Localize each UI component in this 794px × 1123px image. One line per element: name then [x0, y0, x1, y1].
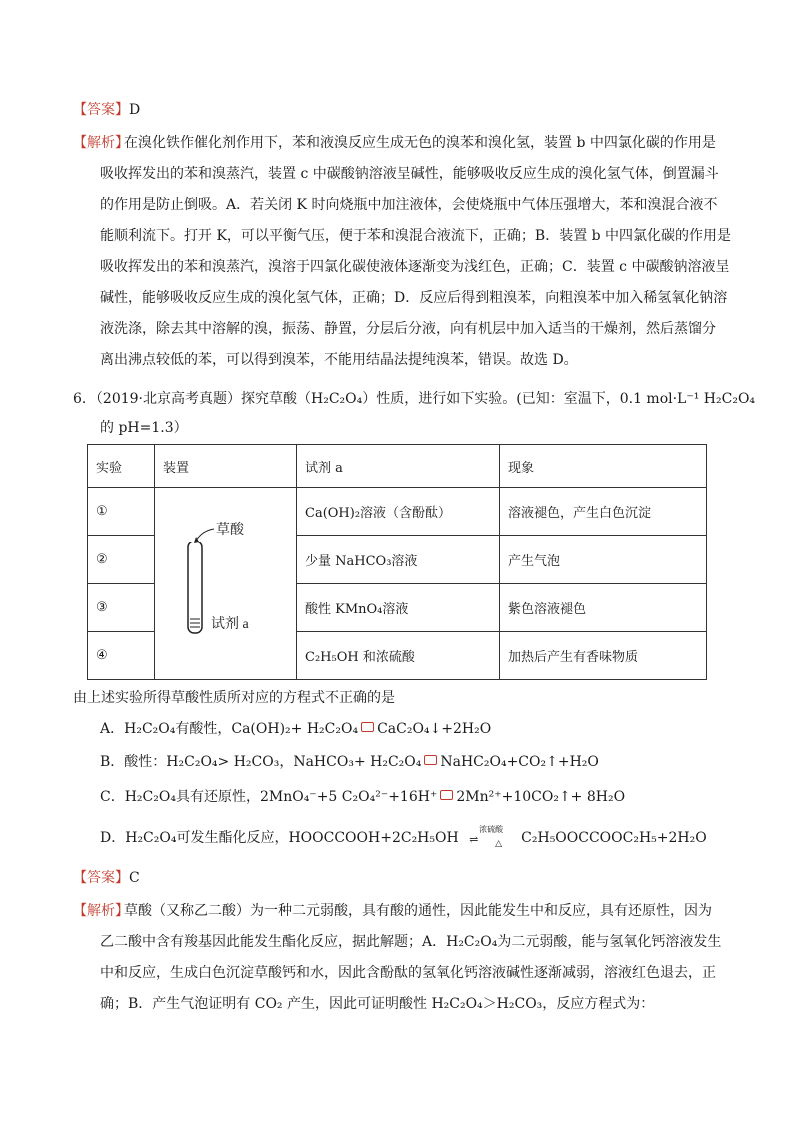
phenomenon-cell: 溶液褪色，产生白色沉淀 — [500, 488, 707, 536]
option-product: NaHC₂O₄+CO₂↑+H₂O — [440, 754, 599, 770]
reagent-cell: C₂H₅OH 和浓硫酸 — [297, 632, 500, 680]
option-label: C． — [100, 789, 125, 805]
option-label: B． — [100, 754, 125, 770]
option-c — [100, 787, 625, 807]
answer-value: D — [129, 102, 141, 118]
test-tube-diagram — [166, 509, 286, 659]
row-number: ② — [88, 536, 155, 584]
heat-icon: △ — [495, 839, 503, 849]
analysis-tag: 【解析】 — [73, 903, 129, 919]
answer-line — [73, 868, 140, 888]
phenomenon-cell: 加热后产生有香味物质 — [500, 632, 707, 680]
apparatus-label-top: 草酸 — [215, 522, 244, 538]
reagent-cell: Ca(OH)₂溶液（含酚酞） — [297, 488, 500, 536]
option-text: H₂C₂O₄有酸性，Ca(OH)₂+ H₂C₂O₄ — [124, 721, 359, 737]
table-row — [88, 488, 707, 536]
row-number: ③ — [88, 584, 155, 632]
option-b — [100, 752, 599, 772]
analysis-line: 草酸（又称乙二酸）为一种二元弱酸，具有酸的通性，因此能发生中和反应，具有还原性，因为 — [124, 903, 712, 919]
option-text: 酸性：H₂C₂O₄> H₂CO₃，NaHCO₃+ H₂C₂O₄ — [124, 754, 422, 770]
answer-tag: 【答案】 — [73, 870, 129, 886]
question-source: （2019·北京高考真题） — [95, 391, 242, 407]
analysis-line: 能顺利流下。打开 K，可以平衡气压，便于苯和溴混合液流下，正确；B．装置 b 中四氯化碳的作用是 — [100, 228, 732, 244]
analysis-line: 吸收挥发出的苯和溴蒸汽，溴溶于四氯化碳使液体逐渐变为浅红色，正确；C．装置 c 中碳酸钠溶液呈 — [100, 259, 730, 275]
reagent-cell: 少量 NaHCO₃溶液 — [297, 536, 500, 584]
reagent-cell: 酸性 KMnO₄溶液 — [297, 584, 500, 632]
option-product: CaC₂O₄↓+2H₂O — [377, 721, 492, 737]
analysis-line: 液洗涤，除去其中溶解的溴，振荡、静置，分层后分液，向有机层中加入适当的干燥剂，然后蒸馏分 — [100, 321, 716, 337]
analysis-line: 中和反应，生成白色沉淀草酸钙和水，因此含酚酞的氢氧化钙溶液碱性逐渐减弱，溶液红色退去，正 — [100, 965, 716, 981]
phenomenon-cell: 产生气泡 — [500, 536, 707, 584]
equals-sign-icon — [440, 790, 453, 800]
analysis-line: 吸收挥发出的苯和溴蒸汽，装置 c 中碳酸钠溶液呈碱性，能够吸收反应生成的溴化氢气体，倒置漏斗 — [100, 166, 719, 182]
analysis-line: 确；B．产生气泡证明有 CO₂ 产生，因此可证明酸性 H₂C₂O₄＞H₂CO₃，反应方程式为： — [100, 996, 655, 1012]
option-product: C₂H₅OOCCOOC₂H₅+2H₂O — [521, 830, 707, 846]
answer-value: C — [129, 870, 140, 886]
equals-sign-icon — [361, 722, 374, 732]
row-number: ④ — [88, 632, 155, 680]
row-number: ① — [88, 488, 155, 536]
question-stem — [73, 389, 755, 409]
analysis-line: 离出沸点较低的苯，可以得到溴苯，不能用结晶法提纯溴苯，错误。故选 D。 — [100, 352, 578, 368]
apparatus-label-bottom: 试剂 a — [210, 616, 249, 632]
question-prompt: 由上述实验所得草酸性质所对应的方程式不正确的是 — [73, 690, 395, 706]
analysis-line: 在溴化铁作催化剂作用下，苯和液溴反应生成无色的溴苯和溴化氢，装置 b 中四氯化碳的作用是 — [124, 135, 716, 151]
question-text-cont: 的 pH=1.3） — [100, 420, 188, 436]
option-text: H₂C₂O₄具有还原性，2MnO₄⁻+5 C₂O₄²⁻+16H⁺ — [124, 789, 438, 805]
col-header: 装置 — [155, 445, 297, 488]
table-header-row — [88, 445, 707, 488]
experiment-table — [87, 444, 707, 680]
answer-tag: 【答案】 — [73, 102, 129, 118]
col-header: 试剂 a — [297, 445, 500, 488]
option-a — [100, 719, 491, 739]
analysis-tag: 【解析】 — [73, 135, 129, 151]
option-label: A． — [100, 721, 125, 737]
question-text: 探究草酸（H₂C₂O₄）性质，进行如下实验。(已知：室温下，0.1 mol·L⁻¹ H₂C₂O₄ — [241, 391, 756, 407]
option-product: 2Mn²⁺+10CO₂↑+ 8H₂O — [456, 789, 626, 805]
analysis-line: 的作用是防止倒吸。A．若关闭 K 时向烧瓶中加注液体，会使烧瓶中气体压强增大，苯和溴混合液不 — [100, 197, 718, 213]
equals-sign-icon — [424, 755, 437, 765]
col-header: 实验 — [88, 445, 155, 488]
apparatus-cell — [155, 488, 297, 680]
option-d — [100, 825, 707, 849]
reaction-condition-arrow — [463, 825, 521, 849]
condition-text: 浓硫酸 — [479, 825, 504, 834]
reversible-arrow-icon: ⇌ — [469, 833, 479, 846]
phenomenon-cell: 紫色溶液褪色 — [500, 584, 707, 632]
analysis-line: 碱性，能够吸收反应生成的溴化氢气体，正确；D．反应后得到粗溴苯，向粗溴苯中加入稀氢氧化钠溶 — [100, 290, 728, 306]
answer-line — [73, 100, 140, 120]
option-label: D． — [100, 830, 126, 846]
col-header: 现象 — [500, 445, 707, 488]
option-text: H₂C₂O₄可发生酯化反应，HOOCCOOH+2C₂H₅OH — [125, 830, 459, 846]
analysis-line: 乙二酸中含有羧基因此能发生酯化反应，据此解题；A．H₂C₂O₄为二元弱酸，能与氢氧化钙溶液发生 — [100, 934, 722, 950]
question-number: 6． — [73, 391, 96, 407]
